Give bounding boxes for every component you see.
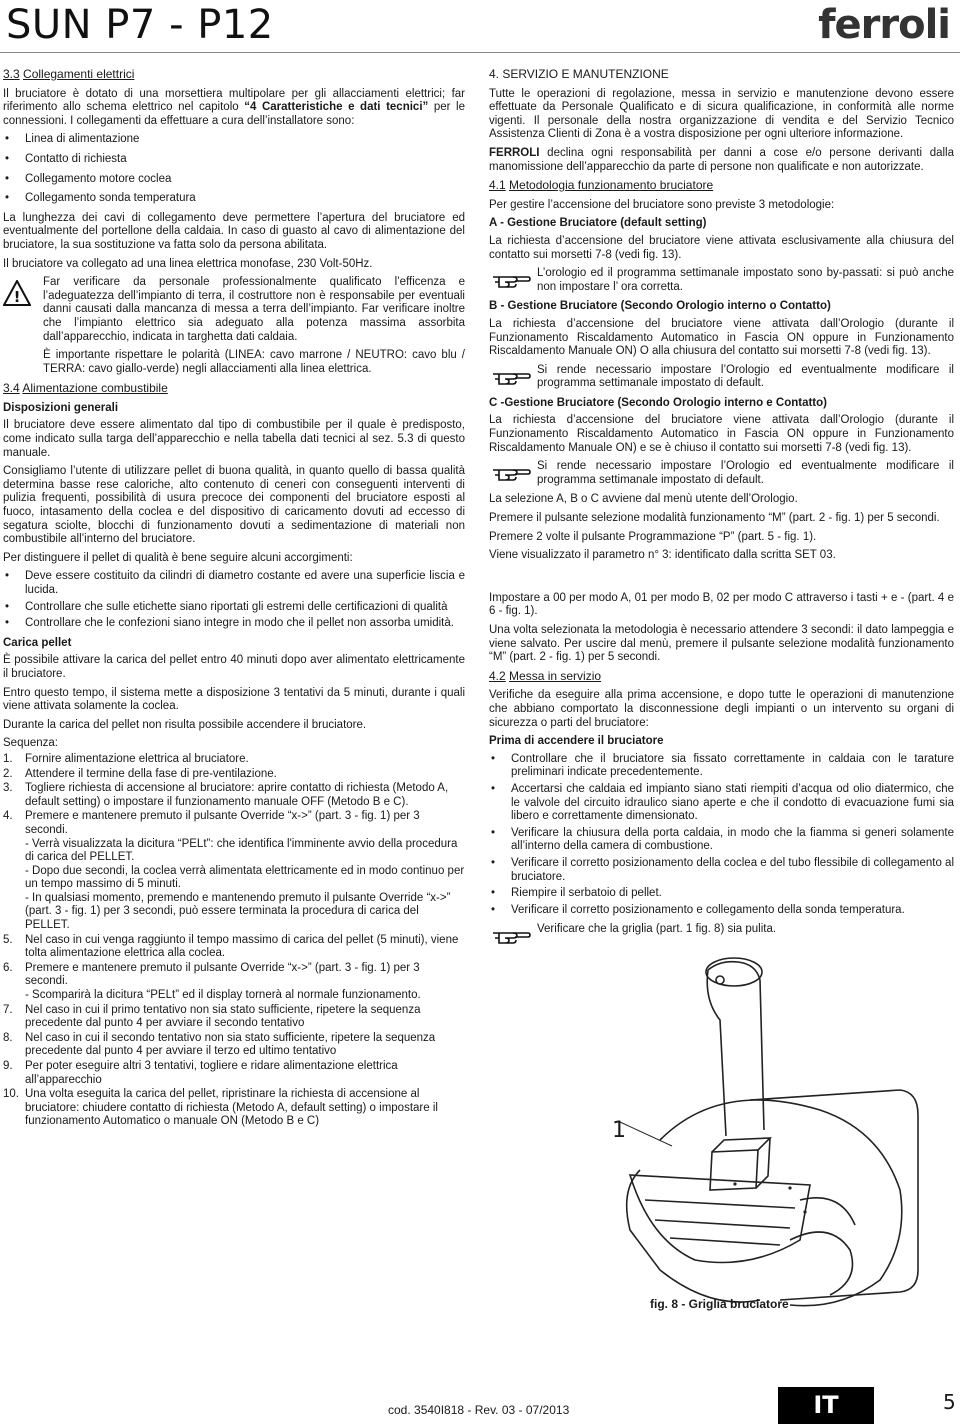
section-4-heading: 4. SERVIZIO E MANUTENZIONE bbox=[489, 67, 669, 81]
step-text: Nel caso in cui il primo tentativo non sia stato sufficiente, ripetere la sequenza precedente dal punto 4 per avviare il secondo tentativo bbox=[25, 1003, 421, 1030]
section-3-3-heading: 3.3 Collegamenti elettrici bbox=[3, 67, 135, 81]
paragraph: Il bruciatore va collegato ad una linea elettrica monofase, 230 Volt-50Hz. bbox=[3, 257, 373, 270]
paragraph: Il bruciatore è dotato di una morsettiera multipolare per gli allacciamenti elettrici; far riferimento allo schema elettrico nel capitolo “4 Caratteristiche e dati tecnici” per le connessioni. I collegamenti da effettuare a cura dell’installatore sono: bbox=[3, 87, 465, 127]
note-text: Verificare che la griglia (part. 1 fig. 8) sia pulita. bbox=[537, 923, 777, 936]
list-item: • Controllare che sulle etichette siano riportati gli estremi delle certificazioni di qualità bbox=[3, 601, 465, 615]
note-text: Si rende necessario impostare l’Orologio ed eventualmente modificare il programma settimanale impostato di default. bbox=[537, 363, 954, 390]
step-text: Nel caso in cui il secondo tentativo non sia stato sufficiente, ripetere la sequenza precedente dal punto 4 per avviare il terzo ed ultimo tentativo bbox=[25, 1031, 436, 1058]
sequence-step bbox=[3, 782, 465, 809]
subheading: Disposizioni generali bbox=[3, 401, 119, 414]
list-item: • Collegamento sonda temperatura bbox=[3, 192, 465, 206]
document-code: cod. 3540I818 - Rev. 03 - 07/2013 bbox=[388, 1403, 570, 1417]
step-number: 5. bbox=[3, 933, 13, 946]
figure-caption: fig. 8 - Griglia bruciatore bbox=[650, 1297, 789, 1311]
section-4-2-heading: 4.2 Messa in servizio bbox=[489, 668, 602, 683]
note-text: L’orologio ed il programma settimanale impostato sono by-passati: si può anche non impostare l’ ora corretta. bbox=[537, 267, 954, 293]
warning-note bbox=[3, 276, 465, 376]
paragraph: La selezione A, B o C avviene dal menù utente dell’Orologio. bbox=[489, 493, 798, 506]
list-item: • Controllare che le confezioni siano integre in modo che il pellet non assorba umidità. bbox=[3, 617, 465, 631]
step-text: Togliere richiesta di accensione al bruciatore: aprire contatto di richiesta (Metodo A, default setting) o impostare il funzionamento manuale OFF (Metodo B e C). bbox=[25, 782, 449, 808]
step-number: 9. bbox=[3, 1060, 13, 1072]
pointing-hand-icon bbox=[491, 925, 531, 952]
sequence-step bbox=[3, 934, 465, 961]
paragraph: Una volta selezionata la metodologia è necessario attendere 3 secondi: il dato lampeggia e viene salvato. Per uscire dal menù, premere il pulsante selezione modalità funzionamento “M” (part. 2 - fig. 1) per 5 secondi. bbox=[489, 624, 954, 664]
list-item: • Riempire il serbatoio di pellet. bbox=[489, 887, 954, 901]
list-item: • Collegamento motore coclea bbox=[3, 173, 465, 187]
step-text: Fornire alimentazione elettrica al bruciatore. bbox=[25, 752, 249, 765]
paragraph: Entro questo tempo, il sistema mette a disposizione 3 tentativi da 5 minuti, durante i quali viene attivata solamente la coclea. bbox=[3, 686, 465, 713]
svg-text:!: ! bbox=[13, 288, 21, 307]
info-note bbox=[489, 923, 954, 937]
list-item: • Controllare che il bruciatore sia fissato correttamente in caldaia con le tarature preliminari indicate precedentemente. bbox=[489, 753, 954, 780]
paragraph: Impostare a 00 per modo A, 01 per modo B, 02 per modo C attraverso i tasti + e - (part. 4 e 6 - fig. 1). bbox=[489, 591, 954, 618]
warning-text: È importante rispettare le polarità (LINEA: cavo marrone / NEUTRO: cavo blu / TERRA: cavo giallo-verde) negli allacciamenti alla linea elettrica. bbox=[43, 349, 465, 375]
paragraph: FERROLI declina ogni responsabilità per danni a cose e/o persone derivanti dalla manomissione dell’apparecchio da parte di persone non qualificate e non autorizzate. bbox=[489, 146, 954, 173]
step-number: 1. bbox=[3, 752, 13, 765]
paragraph: Il bruciatore deve essere alimentato dal tipo di combustibile per il quale è predisposto, come indicato sulla targa dell’apparecchio e nella tabella dati tecnici al sez. 5.3 di questo manuale. bbox=[3, 419, 465, 459]
info-note bbox=[489, 267, 954, 294]
paragraph: Tutte le operazioni di regolazione, messa in servizio e manutenzione devono essere effettuate da Personale Qualificato e di sicura qualificazione, in conformità alle norme vigenti. Il personale della nostra organizzazione di vendita e del Servizio Tecnico Assistenza Clienti di Zona è a vostra disposizione per ogni ulteriore informazione. bbox=[489, 87, 954, 141]
ferroli-logo: ferroli bbox=[818, 2, 950, 48]
step-number: 3. bbox=[3, 782, 13, 795]
info-note bbox=[489, 460, 954, 487]
checklist bbox=[489, 753, 954, 918]
step-text: Una volta eseguita la carica del pellet, ripristinare la richiesta di accensione al bruciatore: chiudere contatto di richiesta (Metodo A, default setting) o impostare il funzionamento Automatico o manuale ON (Metodo B e C) bbox=[25, 1088, 438, 1128]
note-text: Si rende necessario impostare l’Orologio ed eventualmente modificare il programma settimanale impostato di default. bbox=[537, 460, 954, 486]
document-title: SUN P7 - P12 bbox=[6, 2, 274, 48]
language-badge: IT bbox=[778, 1387, 874, 1424]
sequence-label: Sequenza: bbox=[3, 737, 58, 750]
mode-b-heading: B - Gestione Bruciatore (Secondo Orologio interno o Contatto) bbox=[489, 300, 831, 313]
list-item: • Verificare il corretto posizionamento della coclea e del tubo flessibile di collegamento al bruciatore. bbox=[489, 857, 954, 884]
paragraph: Premere 2 volte il pulsante Programmazione “P” (part. 5 - fig. 1). bbox=[489, 530, 817, 543]
mode-c-heading: C -Gestione Bruciatore (Secondo Orologio interno e Contatto) bbox=[489, 396, 827, 409]
paragraph: Verifiche da eseguire alla prima accensione, e dopo tutte le operazioni di manutenzione che abbiano comportato la disconnessione degli impianti o un intervento su organi di sicurezza o parti del bruciatore: bbox=[489, 689, 954, 729]
pointing-hand-icon bbox=[491, 462, 531, 489]
mode-a-heading: A - Gestione Bruciatore (default setting) bbox=[489, 217, 707, 230]
section-4-1-heading: 4.1 Metodologia funzionamento bruciatore bbox=[489, 178, 714, 193]
paragraph: Per distinguere il pellet di qualità è bene seguire alcuni accorgimenti: bbox=[3, 551, 353, 564]
figure-part-number: 1 bbox=[612, 1118, 626, 1143]
section-3-4-heading: 3.4 Alimentazione combustibile bbox=[3, 381, 168, 396]
step-text: Per poter eseguire altri 3 tentativi, togliere e ridare alimentazione elettrica all’apparecchio bbox=[25, 1060, 398, 1086]
sequence-step bbox=[3, 962, 465, 1003]
list-item: • Contatto di richiesta bbox=[3, 153, 465, 167]
pointing-hand-icon bbox=[491, 269, 531, 296]
step-number: 2. bbox=[3, 767, 13, 780]
step-text: Premere e mantenere premuto il pulsante Override “x->” (part. 3 - fig. 1) per 3 secondi. - Scomparirà la dicitura “PELt” ed il display tornerà al normale funzionamento. bbox=[25, 961, 421, 1002]
paragraph: Consigliamo l’utente di utilizzare pellet di buona qualità, in quanto quello di bassa qualità determina basse rese caloriche, alto contenuto di ceneri con conseguenti interventi di pulizia frequenti, possibilità di usura precoce dei componenti del bruciatore esposti al fuoco, intasamento della coclea e del dispositivo di caricamento dovuti ad eccesso di segatura sciolte, blocchi di funzionamento dovuti a sedimentazione di materiali non combustibile all’interno del bruciatore. bbox=[3, 465, 465, 546]
subheading: Carica pellet bbox=[3, 636, 72, 649]
paragraph: È possibile attivare la carica del pellet entro 40 minuti dopo aver alimentato elettricamente il bruciatore. bbox=[3, 654, 465, 680]
list-item: • Linea di alimentazione bbox=[3, 133, 465, 147]
sequence-list bbox=[3, 753, 465, 1129]
sequence-step bbox=[3, 1060, 465, 1087]
tips-list bbox=[3, 570, 465, 630]
sequence-step bbox=[3, 1032, 465, 1059]
header-divider bbox=[0, 52, 960, 53]
warning-triangle-icon bbox=[3, 280, 31, 311]
paragraph: Viene visualizzato il parametro n° 3: identificato dalla scritta SET 03. bbox=[489, 549, 836, 562]
list-item: • Verificare la chiusura della porta caldaia, in modo che la fiamma si generi solamente all’interno della camera di combustione. bbox=[489, 827, 954, 854]
step-text: Nel caso in cui venga raggiunto il tempo massimo di carica del pellet (5 minuti), viene tolta alimentazione elettrica alla coclea. bbox=[25, 933, 459, 960]
paragraph: La richiesta d’accensione del bruciatore viene attivata dall’Orologio (durante il Funzionamento Riscaldamento Automatico in Fascia ON oppure in Funzionamento Riscaldamento Manuale ON) O alla chiusura del contatto sui morsetti 7-8 (vedi fig. 13). bbox=[489, 317, 954, 358]
list-item: • Verificare il corretto posizionamento e collegamento della sonda temperatura. bbox=[489, 904, 954, 918]
pointing-hand-icon bbox=[491, 366, 531, 393]
info-note bbox=[489, 364, 954, 391]
step-text: Premere e mantenere premuto il pulsante Override “x->” (part. 3 - fig. 1) per 3 secondi. - Verrà visualizzata la dicitura “PELt”: che identifica l'imminente avvio della procedura di carica del PELLET. - Dopo due secondi, la coclea verrà alimentata elettricamente ed in modo continuo per un tempo massimo di 5 minuti. - In qualsiasi momento, premendo e mantenendo premuto il pulsante Override “x->” (part. 3 - fig. 1) per 3 secondi, può essere terminata la procedura di carica del PELLET. bbox=[25, 810, 465, 932]
paragraph: La richiesta d’accensione del bruciatore viene attivata dall’Orologio (durante il Funzionamento Riscaldamento Automatico in Fascia ON oppure in Funzionamento Riscaldamento Manuale ON) e se è chiuso il contatto sui morsetti 7-8 (vedi fig. 13). bbox=[489, 414, 954, 454]
sequence-step bbox=[3, 810, 465, 932]
step-text: Attendere il termine della fase di pre-ventilazione. bbox=[25, 767, 277, 780]
step-number: 7. bbox=[3, 1003, 13, 1016]
subheading: Prima di accendere il bruciatore bbox=[489, 735, 664, 748]
left-column bbox=[3, 64, 465, 1133]
paragraph: Durante la carica del pellet non risulta possibile accendere il bruciatore. bbox=[3, 718, 367, 731]
step-number: 10. bbox=[3, 1088, 19, 1101]
sequence-step bbox=[3, 768, 465, 782]
paragraph: Premere il pulsante selezione modalità funzionamento “M” (part. 2 - fig. 1) per 5 secondi. bbox=[489, 512, 940, 525]
sequence-step bbox=[3, 1004, 465, 1031]
warning-text: Far verificare da personale professionalmente qualificato l’efficenza e l’adeguatezza dell’impianto di terra, il costruttore non è responsabile per eventuali danni causati dalla mancanza di messa a terra dell’impianto. Far verificare inoltre che l’impianto elettrico sia adeguato alla potenza massima assorbita dall’apparecchio, indicata in targhetta dati caldaia. bbox=[43, 276, 465, 343]
step-number: 6. bbox=[3, 961, 13, 974]
list-item: • Deve essere costituito da cilindri di diametro costante ed avere una superficie liscia e lucida. bbox=[3, 570, 465, 597]
page-number: 5 bbox=[943, 1390, 956, 1414]
step-number: 8. bbox=[3, 1031, 13, 1044]
sequence-step bbox=[3, 1088, 465, 1129]
list-item: • Accertarsi che caldaia ed impianto siano stati riempiti d’acqua od olio diatermico, che le valvole del circuito idraulico siano aperte e che il condotto di evacuazione fumi sia libero e correttamente dimensionato. bbox=[489, 783, 954, 824]
burner-grate-illustration bbox=[600, 940, 920, 1312]
connection-list bbox=[3, 133, 465, 205]
sequence-step bbox=[3, 753, 465, 767]
paragraph: La richiesta d’accensione del bruciatore viene attivata esclusivamente alla chiusura del contatto sui morsetti 7-8 (vedi fig. 13). bbox=[489, 234, 954, 261]
paragraph: La lunghezza dei cavi di collegamento deve permettere l’apertura del bruciatore ed eventualmente del portellone della caldaia. In caso di guasto al cavo di alimentazione del bruciatore, la sua sostituzione va fatta solo da persona abilitata. bbox=[3, 211, 465, 251]
paragraph: Per gestire l’accensione del bruciatore sono previste 3 metodologie: bbox=[489, 198, 835, 211]
step-number: 4. bbox=[3, 810, 13, 823]
right-column bbox=[489, 64, 954, 943]
